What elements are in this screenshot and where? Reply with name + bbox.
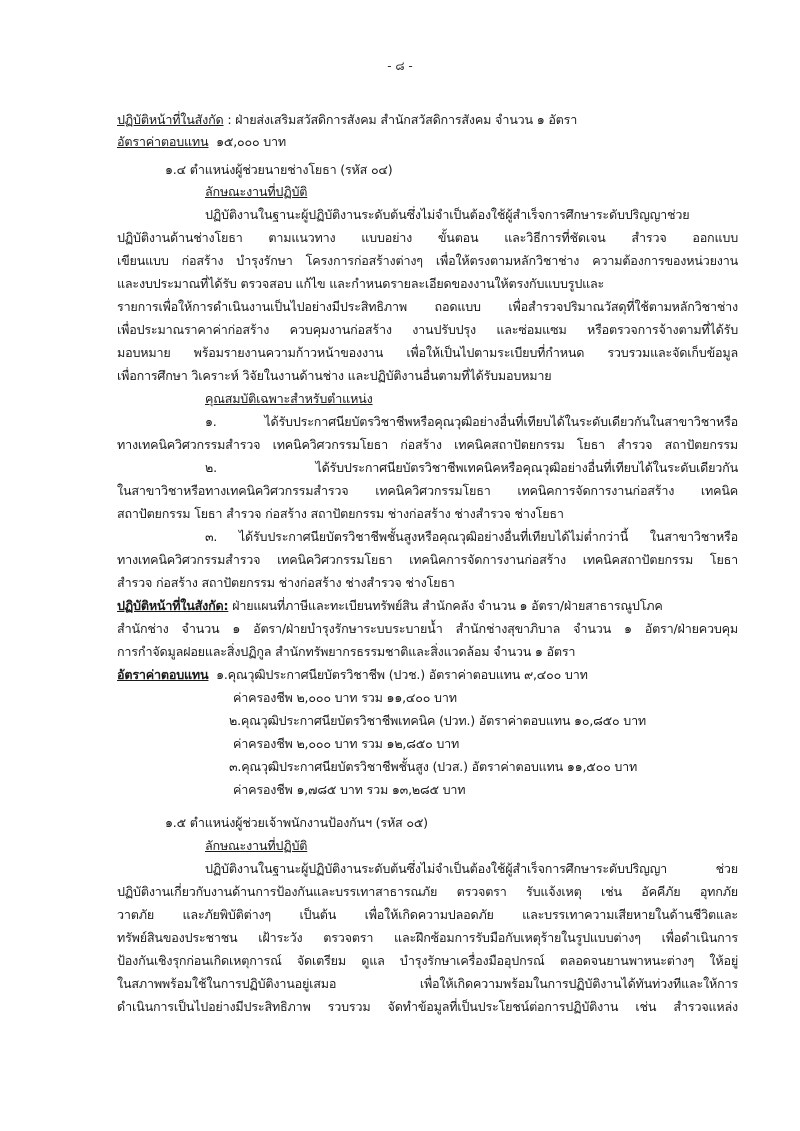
qualification-line: ๑. ได้รับประกาศนียบัตรวิชาชีพหรือคุณวุฒิอย่างอื่นที่เทียบได้ในระดับเดียวกันในสาขาวิชาหรือ xyxy=(205,414,738,429)
assignment-text: ฝ่ายแผนที่ภาษีและทะเบียนทรัพย์สิน สำนักคลัง จำนวน ๑ อัตรา/ฝ่ายสาธารณูปโภค xyxy=(228,598,663,613)
duties-label: ลักษณะงานที่ปฏิบัติ xyxy=(205,184,308,199)
qualification-line: สถาปัตยกรรม โยธา สำรวจ ก่อสร้าง สถาปัตยกรรม ช่างก่อสร้าง ช่างสำรวจ ช่างโยธา xyxy=(117,506,564,521)
duties-line: ป้องกันเชิงรุกก่อนเกิดเหตุการณ์ จัดเตรียม ดูแล บำรุงรักษาเครื่องมืออุปกรณ์ ตลอดจนยานพาหนะต่างๆ ให้อยู่ xyxy=(117,953,738,968)
pay-label: อัตราค่าตอบแทน xyxy=(117,667,209,682)
pay-text: ๑๕,๐๐๐ บาท xyxy=(216,134,287,149)
duties-line: ปฏิบัติงานเกี่ยวกับงานด้านการป้องกันและบรรเทาสาธารณภัย ตรวจตรา รับแจ้งเหตุ เช่น อัคคีภัย อุทกภัย xyxy=(117,884,738,899)
section-heading: ๑.๕ ตำแหน่งผู้ช่วยเจ้าพนักงานป้องกันฯ (รหัส ๐๕) xyxy=(165,815,428,830)
qualification-line: ๓. ได้รับประกาศนียบัตรวิชาชีพชั้นสูงหรือคุณวุฒิอย่างอื่นที่เทียบได้ไม่ต่ำกว่านี้ ในสาขาวิชาหรือ xyxy=(205,529,738,544)
duties-line: เขียนแบบ ก่อสร้าง บำรุงรักษา โครงการก่อสร้างต่างๆ เพื่อให้ตรงตามหลักวิชาช่าง ความต้องการของหน่วยงาน xyxy=(117,253,738,268)
qualification-line: ในสาขาวิชาหรือทางเทคนิควิศวกรรมสำรวจ เทคนิควิศวกรรมโยธา เทคนิคการจัดการงานก่อสร้าง เทคนิค xyxy=(117,483,738,498)
pay-line: ค่าครองชีพ ๒,๐๐๐ บาท รวม ๑๑,๔๐๐ บาท xyxy=(233,690,457,705)
pay-line: ๓.คุณวุฒิประกาศนียบัตรวิชาชีพชั้นสูง (ปวส.) อัตราค่าตอบแทน ๑๑,๕๐๐ บาท xyxy=(229,759,638,774)
assignment-text: : ฝ่ายส่งเสริมสวัสดิการสังคม สำนักสวัสดิการสังคม จำนวน ๑ อัตรา xyxy=(223,112,578,127)
assignment-line: สำนักช่าง จำนวน ๑ อัตรา/ฝ่ายบำรุงรักษาระบบระบายน้ำ สำนักช่างสุขาภิบาล จำนวน ๑ อัตรา/ฝ่ายควบคุม xyxy=(117,621,738,636)
duties-label: ลักษณะงานที่ปฏิบัติ xyxy=(205,838,308,853)
pay-line xyxy=(117,133,286,151)
duties-line: มอบหมาย พร้อมรายงานความก้าวหน้าของงาน เพื่อให้เป็นไปตามระเบียบที่กำหนด รวบรวมและจัดเก็บข้อมูล xyxy=(117,345,738,360)
pay-line: ค่าครองชีพ ๒,๐๐๐ บาท รวม ๑๒,๘๕๐ บาท xyxy=(233,736,460,751)
qualification-line: ทางเทคนิควิศวกรรมสำรวจ เทคนิควิศวกรรมโยธา ก่อสร้าง เทคนิคสถาปัตยกรรม โยธา สำรวจ สถาปัตยกรรม xyxy=(117,437,738,452)
section-heading: ๑.๔ ตำแหน่งผู้ช่วยนายช่างโยธา (รหัส ๐๔) xyxy=(165,162,393,177)
pay-line: ๒.คุณวุฒิประกาศนียบัตรวิชาชีพเทคนิค (ปวท.) อัตราค่าตอบแทน ๑๐,๘๕๐ บาท xyxy=(229,713,647,728)
duties-line: ปฏิบัติงานด้านช่างโยธา ตามแนวทาง แบบอย่าง ขั้นตอน และวิธีการที่ชัดเจน สำรวจ ออกแบบ xyxy=(117,230,738,245)
assignment-label: ปฏิบัติหน้าที่ในสังกัด xyxy=(117,112,224,127)
duties-line: เพื่อการศึกษา วิเคราะห์ วิจัยในงานด้านช่าง และปฏิบัติงานอื่นตามที่ได้รับมอบหมาย xyxy=(117,368,552,383)
duties-line: ดำเนินการเป็นไปอย่างมีประสิทธิภาพ รวบรวม จัดทำข้อมูลที่เป็นประโยชน์ต่อการปฏิบัติงาน เช่น สำรวจแหล่ง xyxy=(117,999,738,1014)
duties-line: ทรัพย์สินของประชาชน เฝ้าระวัง ตรวจตรา และฝึกซ้อมการรับมือกับเหตุร้ายในรูปแบบต่างๆ เพื่อดำเนินการ xyxy=(117,930,738,945)
qualifications-label: คุณสมบัติเฉพาะสำหรับตำแหน่ง xyxy=(205,391,373,406)
assignment-label: ปฏิบัติหน้าที่ในสังกัด: xyxy=(117,598,229,613)
pay-label: อัตราค่าตอบแทน xyxy=(117,134,209,149)
duties-line: ในสภาพพร้อมใช้ในการปฏิบัติงานอยู่เสมอ เพื่อให้เกิดความพร้อมในการปฏิบัติงานได้ทันท่วงทีและให้การ xyxy=(117,976,738,991)
qualification-line: ทางเทคนิควิศวกรรมสำรวจ เทคนิควิศวกรรมโยธา เทคนิคการจัดการงานก่อสร้าง เทคนิคสถาปัตยกรรม โยธา xyxy=(117,552,738,567)
duties-line: ปฏิบัติงานในฐานะผู้ปฏิบัติงานระดับต้นซึ่งไม่จำเป็นต้องใช้ผู้สำเร็จการศึกษาระดับปริญญา ช่วย xyxy=(205,861,738,876)
pay-line xyxy=(117,666,588,684)
assignment-line: การกำจัดมูลฝอยและสิ่งปฏิกูล สำนักทรัพยากรธรรมชาติและสิ่งแวดล้อม จำนวน ๑ อัตรา xyxy=(117,644,576,659)
assignment-line xyxy=(117,597,663,615)
qualification-line: ๒. ได้รับประกาศนียบัตรวิชาชีพเทคนิคหรือคุณวุฒิอย่างอื่นที่เทียบได้ในระดับเดียวกัน xyxy=(205,460,738,475)
duties-line: และงบประมาณที่ได้รับ ตรวจสอบ แก้ไข และกำหนดรายละเอียดของงานให้ตรงกับแบบรูปและ xyxy=(117,276,605,291)
duties-line: เพื่อประมาณราคาค่าก่อสร้าง ควบคุมงานก่อสร้าง งานปรับปรุง และซ่อมแซม หรือตรวจการจ้างตามที่ได้รับ xyxy=(117,322,738,337)
assignment-line xyxy=(117,111,577,129)
pay-item: ๑.คุณวุฒิประกาศนียบัตรวิชาชีพ (ปวช.) อัตราค่าตอบแทน ๙,๔๐๐ บาท xyxy=(216,667,588,682)
page-number: - ๘ - xyxy=(387,59,413,73)
duties-line: รายการเพื่อให้การดำเนินงานเป็นไปอย่างมีประสิทธิภาพ ถอดแบบ เพื่อสำรวจปริมาณวัสดุที่ใช้ตามหลักวิชาช่าง xyxy=(117,299,738,314)
duties-line: วาตภัย และภัยพิบัติต่างๆ เป็นต้น เพื่อให้เกิดความปลอดภัย และบรรเทาความเสียหายในด้านชีวิตและ xyxy=(117,907,738,922)
pay-line: ค่าครองชีพ ๑,๗๘๕ บาท รวม ๑๓,๒๘๕ บาท xyxy=(233,782,466,797)
duties-line: ปฏิบัติงานในฐานะผู้ปฏิบัติงานระดับต้นซึ่งไม่จำเป็นต้องใช้ผู้สำเร็จการศึกษาระดับปริญญาช่วย xyxy=(205,207,690,222)
qualification-line: สำรวจ ก่อสร้าง สถาปัตยกรรม ช่างก่อสร้าง ช่างสำรวจ ช่างโยธา xyxy=(117,575,455,590)
